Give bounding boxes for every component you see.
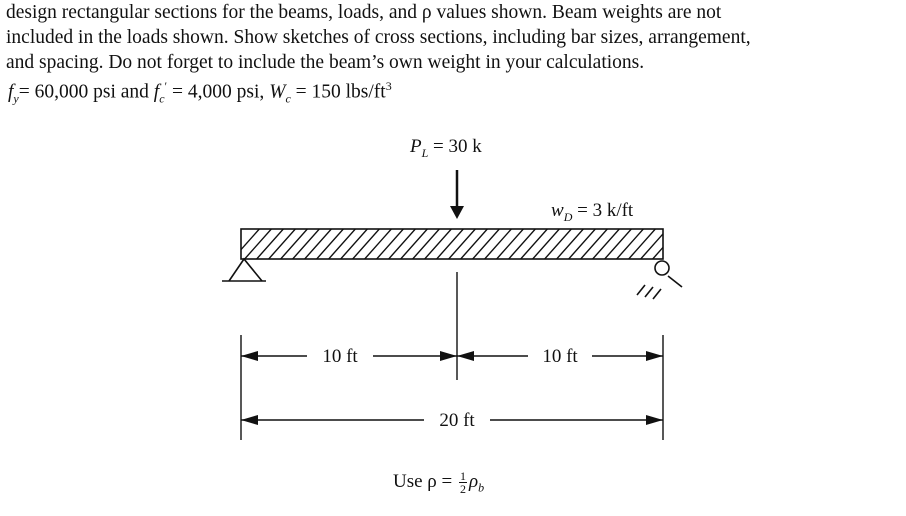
fy-subscript: y	[13, 91, 19, 106]
total-span-label: 20 ft	[439, 410, 475, 431]
pin-support	[222, 259, 266, 281]
fc-symbol: f	[153, 81, 160, 103]
problem-line-2: included in the loads shown. Show sketches of cross sections, including bar sizes, arrangement,	[6, 27, 751, 48]
reinforcement-ratio-note	[393, 470, 484, 496]
point-load-arrow	[450, 170, 464, 219]
dist-load-hatching	[230, 226, 682, 262]
wc-value: = 150 lbs/ft	[290, 81, 386, 103]
dist-load-value: = 3 k/ft	[572, 200, 634, 221]
beam	[230, 226, 682, 262]
problem-line-1: design rectangular sections for the beams, loads, and ρ values shown. Beam weights are not	[6, 2, 722, 23]
problem-line-3: and spacing. Do not forget to include the beam’s own weight in your calculations.	[6, 52, 645, 73]
point-load-symbol: P	[410, 136, 422, 157]
fy-value: = 60,000 psi and	[18, 81, 154, 103]
dist-load-label	[551, 200, 634, 224]
fraction-denominator: 2	[460, 482, 466, 496]
roller-support	[637, 261, 682, 299]
rho-b-symbol: ρ	[469, 470, 479, 492]
right-span-label: 10 ft	[542, 346, 578, 367]
point-load-subscript: L	[421, 146, 429, 160]
wc-subscript: c	[285, 91, 291, 106]
point-load-value: = 30 k	[428, 136, 482, 157]
left-span-label: 10 ft	[322, 346, 358, 367]
fraction-numerator: 1	[460, 469, 466, 483]
fc-prime: ′	[164, 79, 168, 93]
fc-value: = 4,000 psi,	[167, 81, 270, 103]
dist-load-subscript: D	[563, 210, 573, 224]
fc-subscript: c	[159, 91, 165, 106]
wc-symbol: W	[269, 81, 286, 103]
rho-b-subscript: b	[478, 480, 485, 495]
point-load-label	[409, 136, 482, 160]
wc-exponent: 3	[385, 79, 392, 93]
fy-symbol: f	[8, 81, 14, 103]
dist-load-symbol: w	[551, 200, 564, 221]
use-rho-prefix: Use ρ =	[393, 470, 457, 492]
one-half-fraction	[459, 470, 467, 495]
